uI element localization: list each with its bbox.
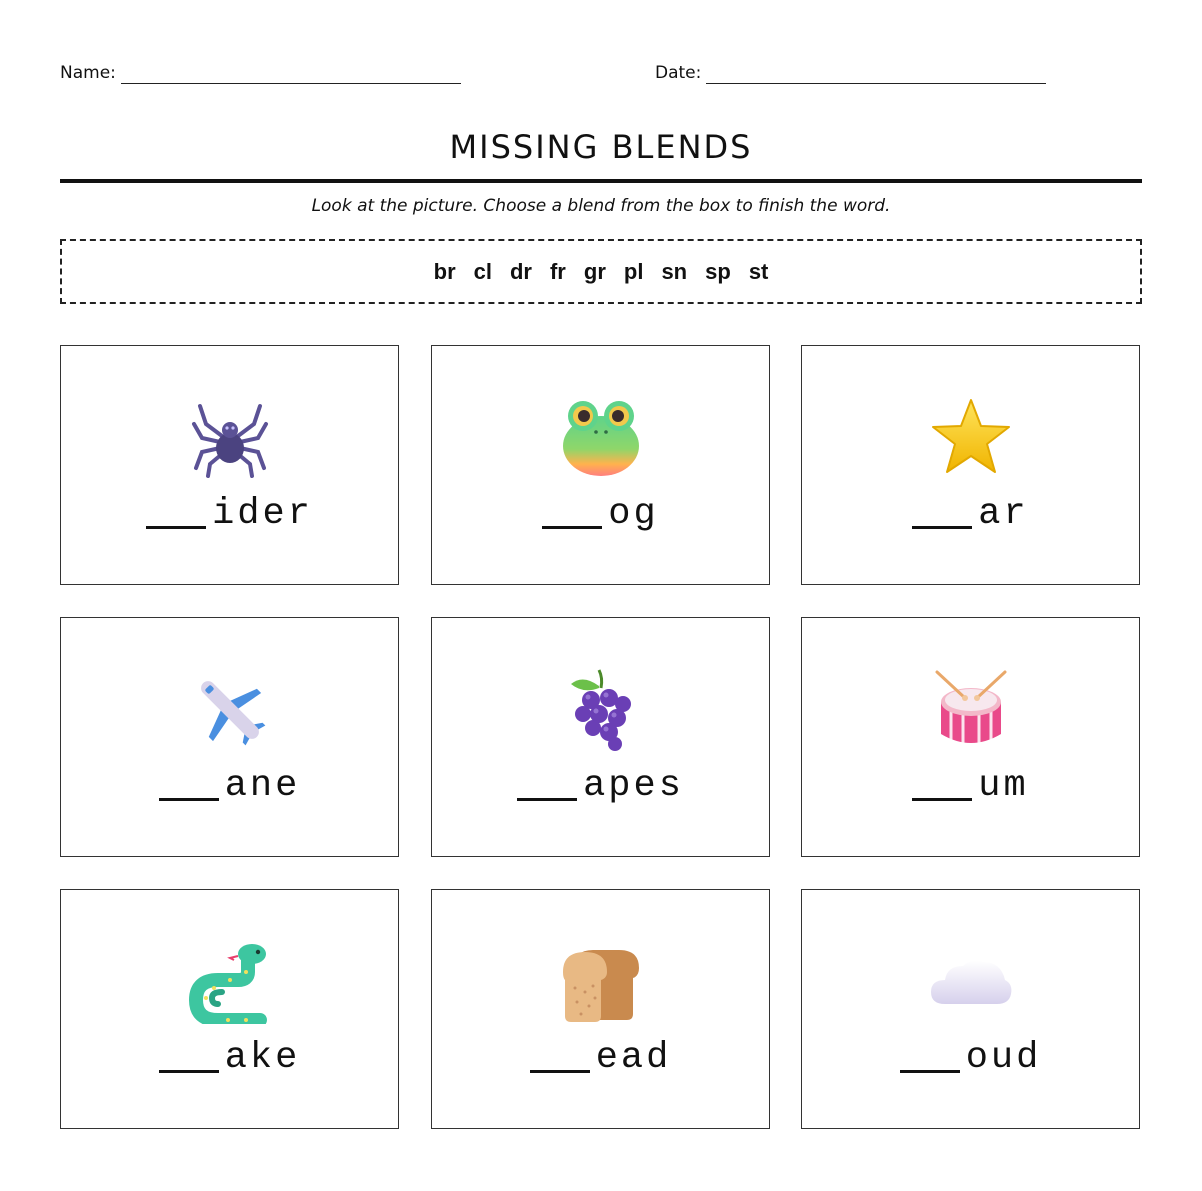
- word: [61, 493, 398, 535]
- blend-option: st: [748, 258, 769, 284]
- answer-blank[interactable]: [530, 1038, 590, 1073]
- airplane-icon: [188, 668, 272, 752]
- date-field[interactable]: [655, 62, 1046, 84]
- blend-bank: [60, 239, 1142, 304]
- date-line[interactable]: [706, 66, 1046, 84]
- blend-option: cl: [473, 258, 492, 284]
- word-ending: oud: [965, 1037, 1042, 1079]
- name-line[interactable]: [121, 66, 461, 84]
- word-card-plane: [60, 617, 399, 857]
- name-label: Name:: [60, 63, 116, 83]
- word-ending: ead: [595, 1037, 672, 1079]
- word-ending: ane: [224, 765, 301, 807]
- instructions: Look at the picture. Choose a blend from the box to finish the word.: [311, 196, 891, 216]
- blend-option: pl: [623, 258, 644, 284]
- blend-option: sn: [661, 258, 688, 284]
- word: [61, 1037, 398, 1079]
- title-divider: [60, 179, 1142, 183]
- word-ending: ake: [224, 1037, 301, 1079]
- blend-option: gr: [583, 258, 606, 284]
- blend-option: br: [433, 258, 456, 284]
- answer-blank[interactable]: [159, 766, 219, 801]
- word-ending: um: [978, 765, 1029, 807]
- blend-option: dr: [509, 258, 532, 284]
- blend-option: sp: [705, 258, 731, 284]
- word-card-grapes: [431, 617, 770, 857]
- word: [802, 1037, 1139, 1079]
- word-card-drum: [801, 617, 1140, 857]
- answer-blank[interactable]: [542, 494, 602, 529]
- name-field[interactable]: [60, 62, 461, 84]
- word-ending: ider: [212, 493, 313, 535]
- word: [802, 765, 1139, 807]
- word-card-frog: [431, 345, 770, 585]
- cloud-icon: [929, 940, 1013, 1024]
- drum-icon: [929, 668, 1013, 752]
- answer-blank[interactable]: [517, 766, 577, 801]
- word-card-star: [801, 345, 1140, 585]
- word-card-bread: [431, 889, 770, 1129]
- bread-icon: [559, 940, 643, 1024]
- word: [802, 493, 1139, 535]
- answer-blank[interactable]: [146, 494, 206, 529]
- spider-icon: [188, 396, 272, 480]
- answer-blank[interactable]: [912, 494, 972, 529]
- grapes-icon: [559, 668, 643, 752]
- word-card-spider: [60, 345, 399, 585]
- word: [432, 765, 769, 807]
- answer-blank[interactable]: [912, 766, 972, 801]
- header-row: [60, 62, 1142, 86]
- word-card-snake: [60, 889, 399, 1129]
- snake-icon: [188, 940, 272, 1024]
- answer-blank[interactable]: [900, 1038, 960, 1073]
- word: [61, 765, 398, 807]
- word-ending: og: [608, 493, 659, 535]
- word-card-cloud: [801, 889, 1140, 1129]
- date-label: Date:: [655, 63, 702, 83]
- frog-icon: [559, 396, 643, 480]
- word: [432, 1037, 769, 1079]
- word-ending: apes: [583, 765, 684, 807]
- page-title: MISSING BLENDS: [449, 128, 753, 166]
- answer-blank[interactable]: [159, 1038, 219, 1073]
- blend-option: fr: [549, 258, 566, 284]
- word: [432, 493, 769, 535]
- star-icon: [929, 396, 1013, 480]
- word-ending: ar: [978, 493, 1029, 535]
